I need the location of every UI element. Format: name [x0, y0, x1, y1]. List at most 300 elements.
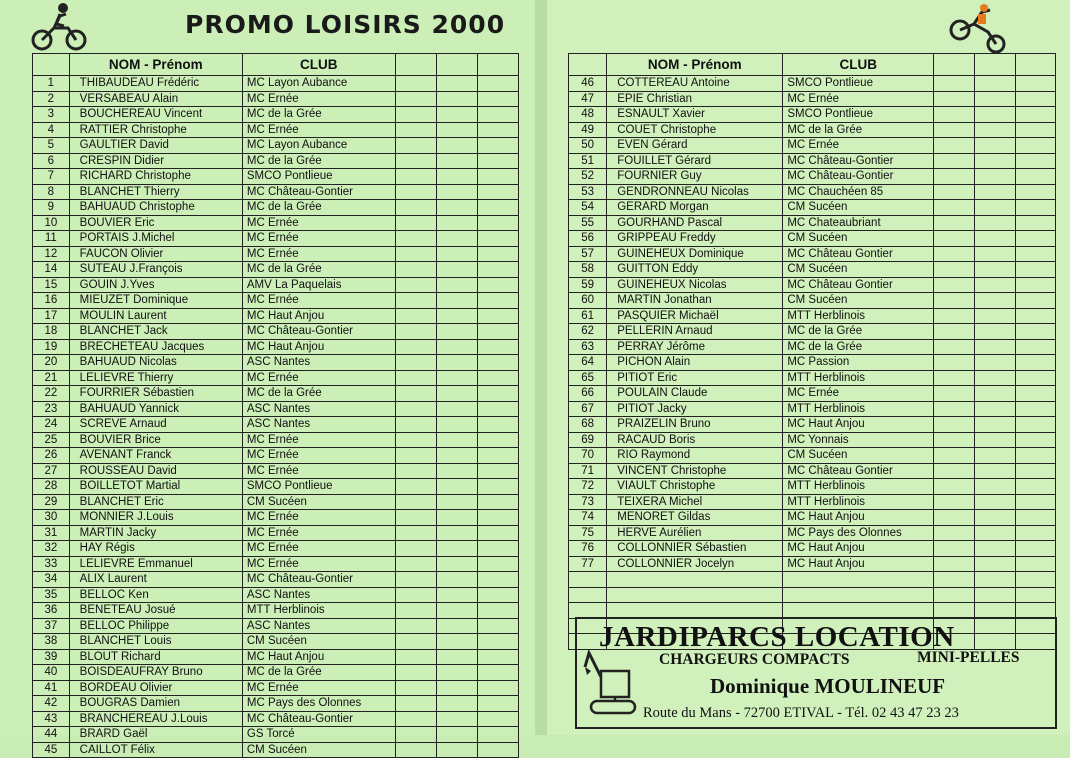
rider-club: GS Torcé: [242, 727, 395, 743]
rider-name: GAULTIER David: [69, 138, 242, 154]
blank-cell: [1015, 401, 1055, 417]
blank-cell: [1015, 122, 1055, 138]
rider-name: BLANCHET Thierry: [69, 184, 242, 200]
table-row: [569, 153, 1056, 169]
rider-name: BLANCHET Jack: [69, 324, 242, 340]
table-row: [33, 494, 519, 510]
blank-cell: [437, 76, 478, 92]
blank-cell: [437, 432, 478, 448]
rider-number: 56: [569, 231, 607, 247]
rider-club: MC Château Gontier: [783, 277, 934, 293]
blank-cell: [934, 463, 975, 479]
rider-name: EPIE Christian: [607, 91, 783, 107]
sponsor-title: JARDIPARCS LOCATION: [599, 621, 955, 653]
rider-name: EVEN Gérard: [607, 138, 783, 154]
blank-cell: [478, 649, 519, 665]
rider-club: MTT Herblinois: [783, 370, 934, 386]
rider-club: MC Château-Gontier: [783, 169, 934, 185]
rider-name: CAILLOT Félix: [69, 742, 242, 758]
blank-cell: [395, 169, 437, 185]
blank-cell: [437, 572, 478, 588]
blank-cell: [395, 153, 437, 169]
rider-club: CM Sucéen: [242, 494, 395, 510]
blank-cell: [437, 122, 478, 138]
blank-cell: [1015, 525, 1055, 541]
blank-cell: [478, 479, 519, 495]
rider-name: SCREVE Arnaud: [69, 417, 242, 433]
rider-number: 45: [33, 742, 70, 758]
rider-name: LELIEVRE Thierry: [69, 370, 242, 386]
blank-cell: [437, 262, 478, 278]
blank-cell: [478, 680, 519, 696]
blank-cell: [975, 541, 1015, 557]
blank-cell: [975, 122, 1015, 138]
blank-cell: [1015, 339, 1055, 355]
sponsor-advert: [575, 617, 1057, 729]
table-row: [33, 665, 519, 681]
table-row: [569, 541, 1056, 557]
name-header: NOM - Prénom: [69, 54, 242, 76]
table-row: [569, 169, 1056, 185]
blank-cell: [975, 417, 1015, 433]
rider-club: MC Ernée: [783, 386, 934, 402]
rider-number: 27: [33, 463, 70, 479]
table-row: [33, 231, 519, 247]
rider-club: CM Sucéen: [783, 293, 934, 309]
name-header: NOM - Prénom: [607, 54, 783, 76]
blank-cell: [934, 293, 975, 309]
rider-number: 40: [33, 665, 70, 681]
blank-cell: [975, 587, 1015, 603]
rider-club: MTT Herblinois: [783, 308, 934, 324]
blank-cell: [395, 231, 437, 247]
motocross-rider-icon: [948, 4, 1008, 54]
rider-number: 4: [33, 122, 70, 138]
rider-club: MTT Herblinois: [783, 494, 934, 510]
rider-name: ROUSSEAU David: [69, 463, 242, 479]
rider-number: 26: [33, 448, 70, 464]
blank-cell: [395, 184, 437, 200]
blank-cell: [437, 231, 478, 247]
table-row: [33, 587, 519, 603]
rider-name: BOUCHEREAU Vincent: [69, 107, 242, 123]
rider-name: PERRAY Jérôme: [607, 339, 783, 355]
blank-cell: [1015, 215, 1055, 231]
blank-cell: [1015, 541, 1055, 557]
blank-cell: [975, 355, 1015, 371]
rider-name: BELLOC Ken: [69, 587, 242, 603]
table-row: [33, 324, 519, 340]
table-row: [33, 448, 519, 464]
rider-club: ASC Nantes: [242, 618, 395, 634]
blank-cell: [395, 587, 437, 603]
rider-number: 75: [569, 525, 607, 541]
blank-cell: [395, 649, 437, 665]
blank-cell: [437, 510, 478, 526]
rider-name: GUINEHEUX Dominique: [607, 246, 783, 262]
blank-cell: [934, 215, 975, 231]
blank-cell: [437, 417, 478, 433]
blank-cell: [934, 386, 975, 402]
rider-name: ESNAULT Xavier: [607, 107, 783, 123]
table-row: [33, 355, 519, 371]
table-row: [33, 153, 519, 169]
rider-name: GUITTON Eddy: [607, 262, 783, 278]
blank-cell: [437, 727, 478, 743]
blank-cell: [437, 401, 478, 417]
rider-club: SMCO Pontlieue: [242, 479, 395, 495]
table-row: [569, 525, 1056, 541]
rider-name: COLLONNIER Sébastien: [607, 541, 783, 557]
blank-cell: [478, 91, 519, 107]
rider-number: 73: [569, 494, 607, 510]
rider-number: 8: [33, 184, 70, 200]
rider-number: 15: [33, 277, 70, 293]
blank-cell: [975, 231, 1015, 247]
blank-cell: [437, 339, 478, 355]
table-row: [33, 510, 519, 526]
blank-cell: [934, 401, 975, 417]
blank-cell: [1015, 231, 1055, 247]
rider-number: 67: [569, 401, 607, 417]
blank-cell: [478, 370, 519, 386]
table-row: [569, 122, 1056, 138]
rider-club: MC Château Gontier: [783, 246, 934, 262]
blank-cell: [395, 665, 437, 681]
table-row: [33, 91, 519, 107]
blank-cell: [1015, 587, 1055, 603]
motocross-rider-icon: [30, 2, 90, 52]
rider-name: BOILLETOT Martial: [69, 479, 242, 495]
rider-number: 65: [569, 370, 607, 386]
blank-cell: [437, 107, 478, 123]
rider-name: ALIX Laurent: [69, 572, 242, 588]
blank-cell: [478, 153, 519, 169]
rider-club: MC Ernée: [242, 122, 395, 138]
rider-name: BELLOC Philippe: [69, 618, 242, 634]
rider-club: MC Chauchéen 85: [783, 184, 934, 200]
blank-cell: [437, 169, 478, 185]
rider-club: MC Haut Anjou: [783, 417, 934, 433]
blank-cell: [934, 184, 975, 200]
rider-number: 17: [33, 308, 70, 324]
blank-cell: [975, 572, 1015, 588]
blank-cell: [478, 727, 519, 743]
blank-cell: [478, 463, 519, 479]
rider-number: 33: [33, 556, 70, 572]
blank-cell: [478, 742, 519, 758]
blank-cell: [437, 448, 478, 464]
table-row: [33, 122, 519, 138]
rider-number: 59: [569, 277, 607, 293]
blank-cell: [934, 200, 975, 216]
rider-club: MC Ernée: [242, 510, 395, 526]
blank-cell: [437, 370, 478, 386]
rider-number: 16: [33, 293, 70, 309]
blank-cell: [975, 603, 1015, 619]
rider-club: SMCO Pontlieue: [783, 76, 934, 92]
rider-name: SUTEAU J.François: [69, 262, 242, 278]
blank-cell: [395, 76, 437, 92]
blank-cell: [478, 76, 519, 92]
rider-number: 76: [569, 541, 607, 557]
blank-cell: [478, 262, 519, 278]
blank-cell: [395, 556, 437, 572]
blank-cell: [1015, 107, 1055, 123]
blank-cell: [437, 200, 478, 216]
blank-cell: [975, 262, 1015, 278]
table-row: [569, 262, 1056, 278]
blank-cell: [395, 293, 437, 309]
rider-name: MARTIN Jonathan: [607, 293, 783, 309]
rider-club: MC Haut Anjou: [242, 339, 395, 355]
rider-club: MC Ernée: [242, 525, 395, 541]
blank-cell: [934, 603, 975, 619]
blank-cell: [437, 308, 478, 324]
table-row: [33, 215, 519, 231]
rider-number: 50: [569, 138, 607, 154]
blank-cell: [478, 603, 519, 619]
blank-cell: [975, 525, 1015, 541]
rider-number: 19: [33, 339, 70, 355]
blank-cell: [934, 246, 975, 262]
rider-club: ASC Nantes: [242, 417, 395, 433]
rider-number: 10: [33, 215, 70, 231]
number-header: [33, 54, 70, 76]
blank-cell: [1015, 463, 1055, 479]
table-row: [569, 479, 1056, 495]
blank-cell: [478, 107, 519, 123]
blank-cell: [975, 200, 1015, 216]
table-row: [33, 742, 519, 758]
blank-cell: [395, 246, 437, 262]
blank-cell: [934, 308, 975, 324]
rider-club: [783, 603, 934, 619]
blank-cell: [437, 138, 478, 154]
blank-cell: [437, 153, 478, 169]
rider-club: MC Ernée: [242, 91, 395, 107]
blank-cell: [478, 448, 519, 464]
table-row: [33, 463, 519, 479]
rider-name: PITIOT Eric: [607, 370, 783, 386]
rider-club: MC Château-Gontier: [242, 184, 395, 200]
rider-number: 54: [569, 200, 607, 216]
rider-number: 51: [569, 153, 607, 169]
table-row: [569, 587, 1056, 603]
table-row: [569, 556, 1056, 572]
blank-cell: [395, 138, 437, 154]
rider-number: 23: [33, 401, 70, 417]
club-header: CLUB: [242, 54, 395, 76]
blank-cell: [1015, 153, 1055, 169]
blank-cell: [395, 370, 437, 386]
table-row: [33, 680, 519, 696]
blank-cell: [478, 401, 519, 417]
blank-cell: [437, 355, 478, 371]
rider-number: 25: [33, 432, 70, 448]
blank-cell: [437, 91, 478, 107]
rider-name: BLANCHET Louis: [69, 634, 242, 650]
table-row: [569, 417, 1056, 433]
rider-name: BRECHETEAU Jacques: [69, 339, 242, 355]
blank-cell: [395, 541, 437, 557]
blank-cell: [934, 107, 975, 123]
rider-club: MC Château-Gontier: [242, 572, 395, 588]
table-row: [569, 215, 1056, 231]
rider-number: 49: [569, 122, 607, 138]
rider-number: 62: [569, 324, 607, 340]
table-row: [569, 324, 1056, 340]
blank-cell: [1015, 432, 1055, 448]
rider-name: MONNIER J.Louis: [69, 510, 242, 526]
blank-cell: [478, 711, 519, 727]
rider-name: RIO Raymond: [607, 448, 783, 464]
rider-number: 7: [33, 169, 70, 185]
rider-number: 35: [33, 587, 70, 603]
blank-cell: [437, 742, 478, 758]
blank-cell: [395, 711, 437, 727]
rider-number: 58: [569, 262, 607, 278]
blank-cell: [934, 153, 975, 169]
number-header: [569, 54, 607, 76]
table-row: [33, 618, 519, 634]
blank-cell: [395, 510, 437, 526]
blank-cell: [975, 246, 1015, 262]
rider-name: PITIOT Jacky: [607, 401, 783, 417]
table-row: [33, 525, 519, 541]
blank-cell: [478, 339, 519, 355]
blank-cell: [437, 556, 478, 572]
rider-number: 55: [569, 215, 607, 231]
rider-number: 64: [569, 355, 607, 371]
blank-cell: [437, 680, 478, 696]
rider-name: BLANCHET Eric: [69, 494, 242, 510]
rider-number: 66: [569, 386, 607, 402]
blank-cell: [934, 76, 975, 92]
blank-cell: [437, 587, 478, 603]
blank-cell: [934, 494, 975, 510]
blank-cell: [437, 479, 478, 495]
rider-club: ASC Nantes: [242, 587, 395, 603]
rider-number: 43: [33, 711, 70, 727]
rider-club: CM Sucéen: [242, 742, 395, 758]
blank-cell: [975, 432, 1015, 448]
table-row: [33, 603, 519, 619]
blank-cell: [975, 169, 1015, 185]
blank-cell: [934, 277, 975, 293]
table-row: [33, 417, 519, 433]
rider-number: 18: [33, 324, 70, 340]
rider-club: MTT Herblinois: [242, 603, 395, 619]
rider-club: MC Ernée: [242, 231, 395, 247]
rider-name: PELLERIN Arnaud: [607, 324, 783, 340]
table-row: [569, 107, 1056, 123]
blank-header: [395, 54, 437, 76]
blank-cell: [478, 200, 519, 216]
table-row: [33, 727, 519, 743]
rider-club: MC Château-Gontier: [783, 153, 934, 169]
rider-name: GOUIN J.Yves: [69, 277, 242, 293]
rider-name: FAUCON Olivier: [69, 246, 242, 262]
blank-cell: [1015, 262, 1055, 278]
rider-club: CM Sucéen: [242, 634, 395, 650]
rider-number: [569, 587, 607, 603]
table-row: [569, 401, 1056, 417]
blank-cell: [934, 479, 975, 495]
blank-cell: [975, 184, 1015, 200]
blank-cell: [934, 417, 975, 433]
blank-cell: [934, 339, 975, 355]
table-row: [33, 432, 519, 448]
rider-club: MC Ernée: [242, 370, 395, 386]
blank-cell: [975, 107, 1015, 123]
rider-name: LELIEVRE Emmanuel: [69, 556, 242, 572]
blank-cell: [934, 355, 975, 371]
rider-number: [569, 572, 607, 588]
table-row: [569, 184, 1056, 200]
rider-name: FOURRIER Sébastien: [69, 386, 242, 402]
rider-number: 72: [569, 479, 607, 495]
blank-cell: [1015, 448, 1055, 464]
blank-cell: [934, 556, 975, 572]
table-row: [33, 541, 519, 557]
blank-cell: [975, 448, 1015, 464]
blank-cell: [975, 370, 1015, 386]
blank-cell: [478, 494, 519, 510]
blank-cell: [395, 200, 437, 216]
rider-club: MC de la Grée: [783, 122, 934, 138]
blank-cell: [975, 386, 1015, 402]
blank-cell: [395, 91, 437, 107]
blank-cell: [395, 634, 437, 650]
table-row: [569, 355, 1056, 371]
blank-cell: [395, 215, 437, 231]
blank-cell: [975, 91, 1015, 107]
rider-name: CRESPIN Didier: [69, 153, 242, 169]
blank-cell: [437, 463, 478, 479]
rider-number: 74: [569, 510, 607, 526]
rider-club: SMCO Pontlieue: [783, 107, 934, 123]
rider-number: 39: [33, 649, 70, 665]
rider-number: 53: [569, 184, 607, 200]
blank-cell: [1015, 76, 1055, 92]
blank-cell: [478, 277, 519, 293]
blank-cell: [437, 525, 478, 541]
rider-club: MC Layon Aubance: [242, 76, 395, 92]
table-row: [33, 572, 519, 588]
blank-cell: [395, 324, 437, 340]
club-header: CLUB: [783, 54, 934, 76]
blank-cell: [395, 618, 437, 634]
rider-number: 48: [569, 107, 607, 123]
rider-number: 47: [569, 91, 607, 107]
blank-cell: [934, 525, 975, 541]
blank-cell: [478, 231, 519, 247]
blank-cell: [975, 494, 1015, 510]
rider-club: AMV La Paquelais: [242, 277, 395, 293]
blank-cell: [478, 556, 519, 572]
rider-name: RATTIER Christophe: [69, 122, 242, 138]
blank-header: [975, 54, 1015, 76]
blank-cell: [478, 169, 519, 185]
blank-cell: [975, 277, 1015, 293]
blank-cell: [975, 463, 1015, 479]
table-row: [33, 246, 519, 262]
rider-number: 69: [569, 432, 607, 448]
blank-cell: [395, 727, 437, 743]
blank-cell: [478, 293, 519, 309]
blank-cell: [437, 293, 478, 309]
